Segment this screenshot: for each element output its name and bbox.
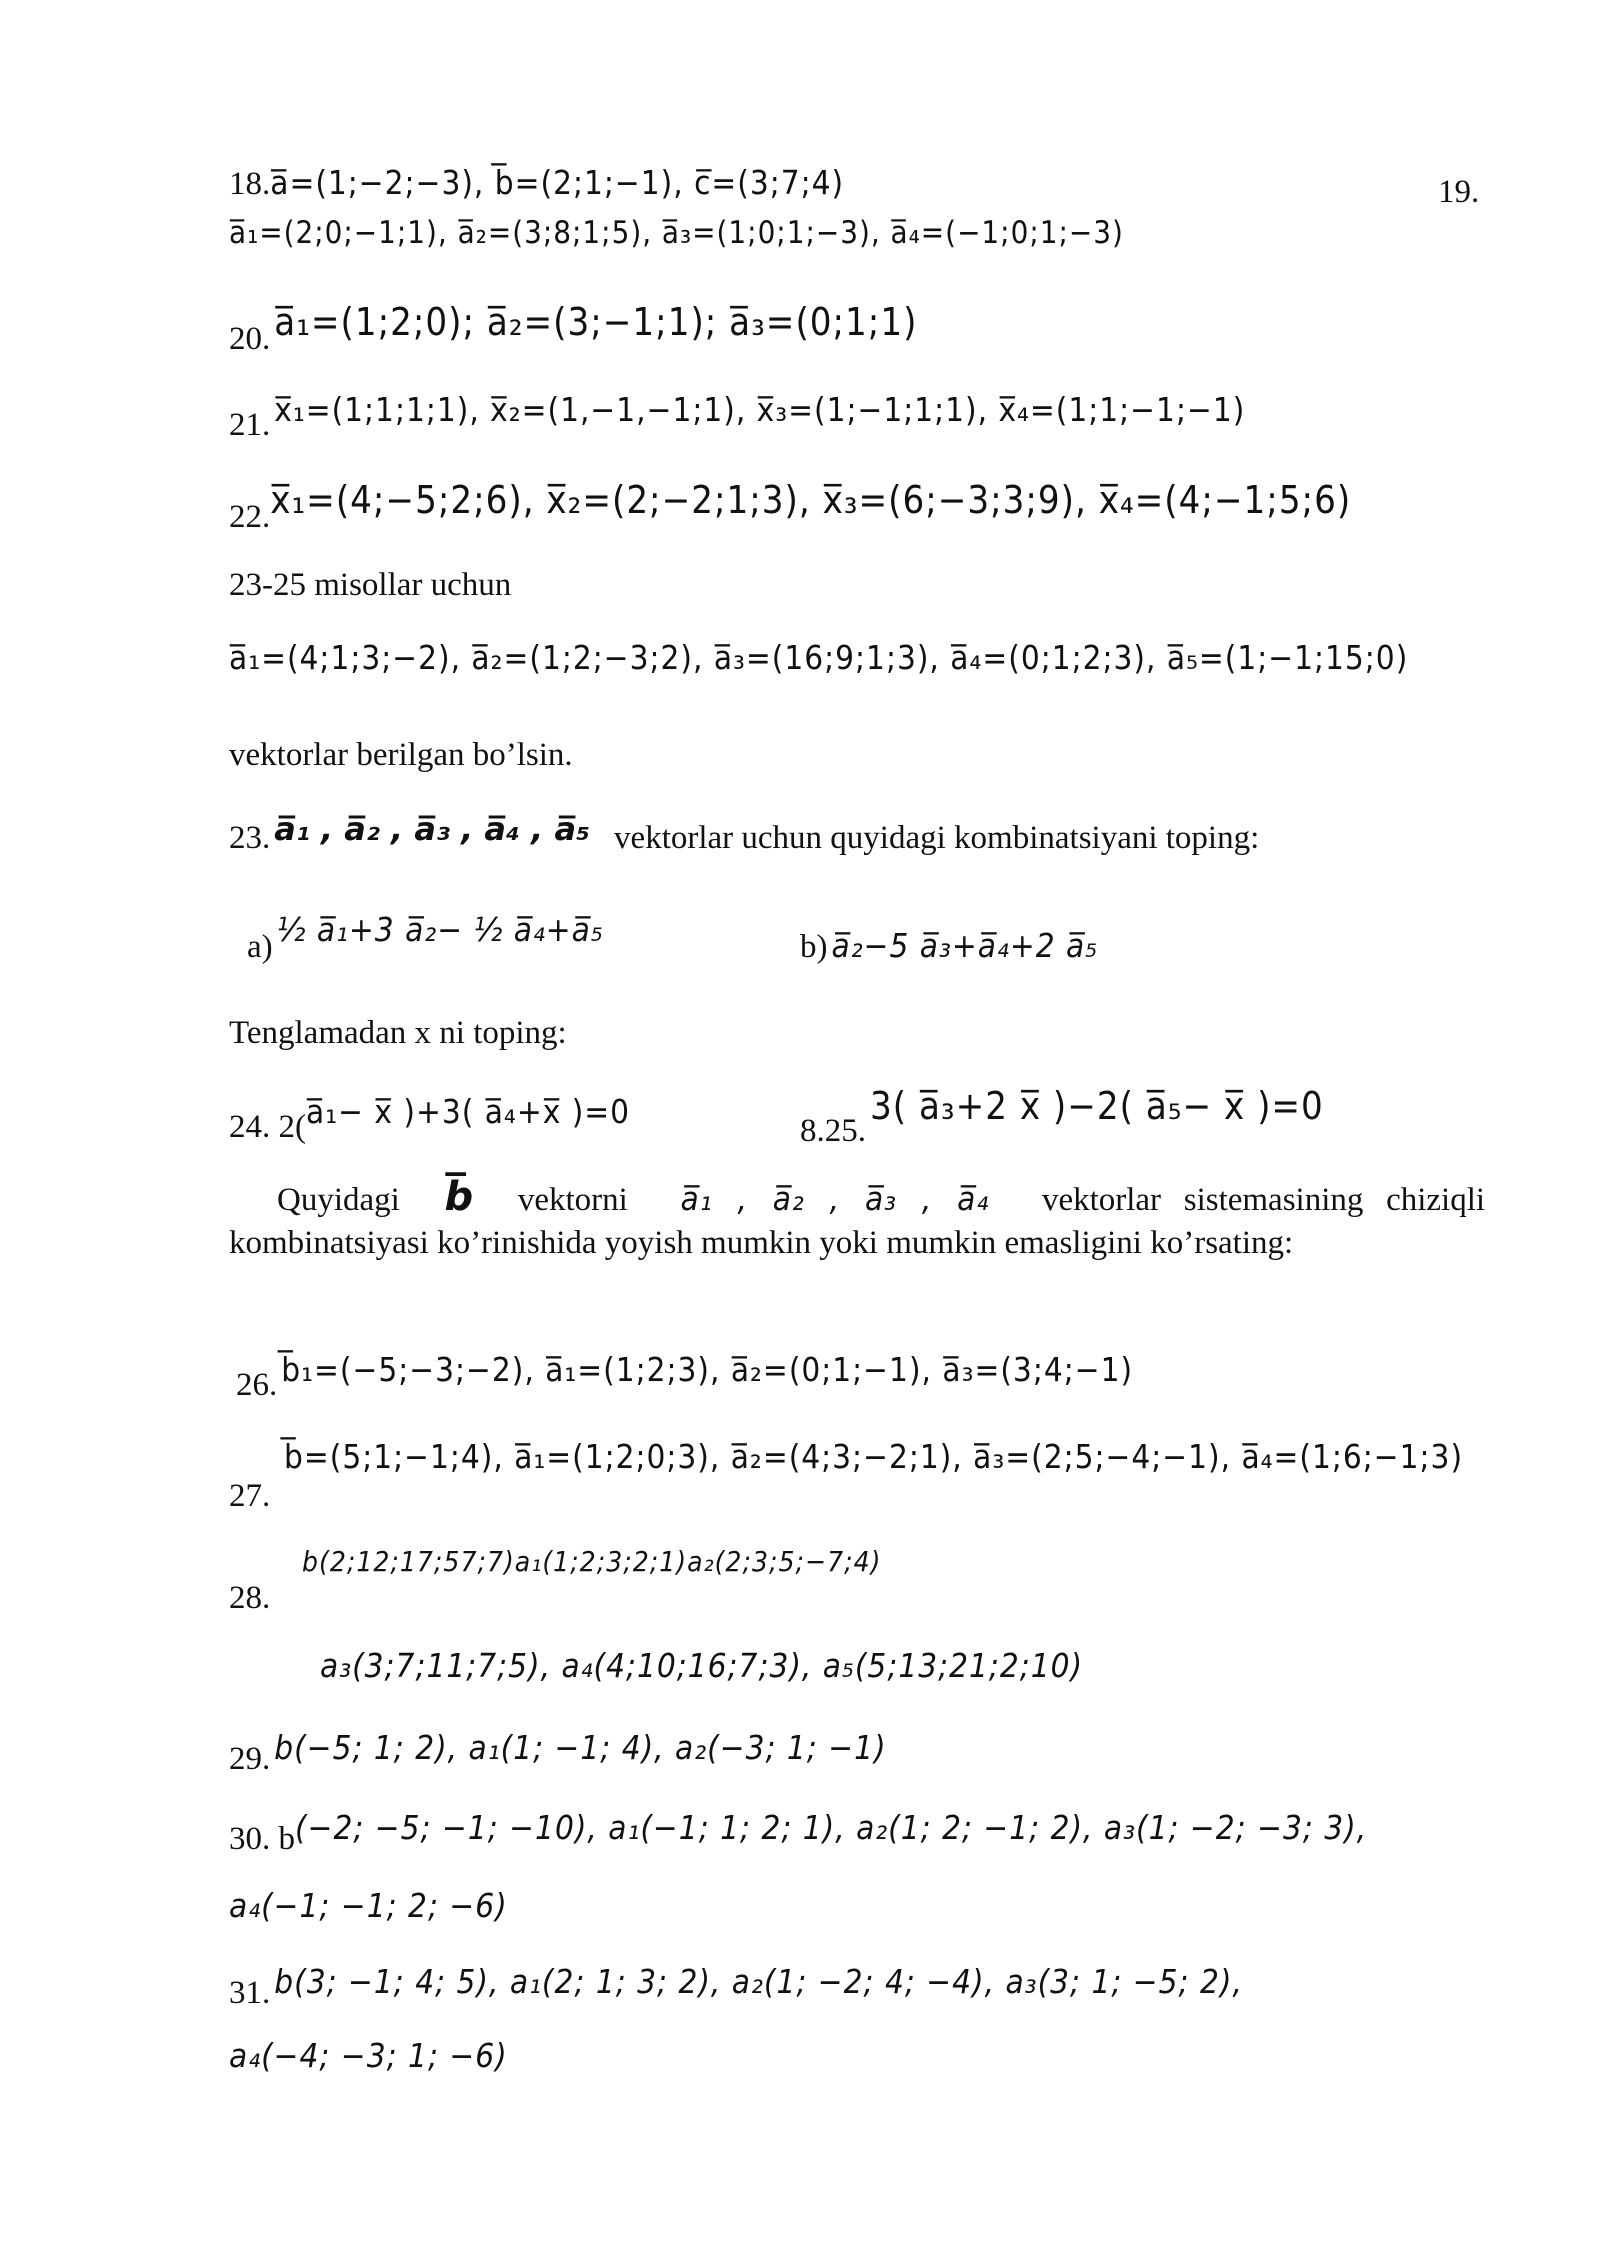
label-a: a): [247, 929, 273, 965]
problem-23: [229, 810, 1260, 856]
problem-expression-2: a₄(−4; −3; 1; −6): [229, 2036, 508, 2075]
paragraph-part2: vektorni: [517, 1182, 628, 1218]
problem-30-line2: [229, 1886, 508, 1925]
paragraph-part3: vektorlar sistemasining chiziqli kombinatsiyasi ko’rinishida yoyish mumkin yoki mumkin emasligini ko’rsating:: [229, 1182, 1486, 1261]
problem-27-number: 27.: [229, 1478, 271, 1514]
a-vectors: a̅₁ , a̅₂ , a̅₃ , a̅₄: [680, 1179, 990, 1218]
problem-number: 24. 2(: [229, 1109, 306, 1145]
problem-27-expression: [284, 1437, 1463, 1476]
problem-expression-1: b(3; −1; 4; 5), a₁(2; 1; 3; 2), a₂(1; −2; 4; −4), a₃(3; 1; −5; 2),: [274, 1962, 1243, 2001]
problem-expression: a̅=(1;−2;−3), b̅=(2;1;−1), c̅=(3;7;4): [270, 163, 845, 202]
problem-19-number: 19.: [1438, 174, 1480, 210]
expression-b: a̅₂−5 a̅₃+a̅₄+2 a̅₅: [831, 926, 1099, 965]
problem-number: 30. b: [229, 1821, 295, 1857]
problem-number: 18.: [229, 166, 271, 202]
problem-18: [229, 163, 844, 203]
problem-number: 8.25.: [800, 1113, 866, 1149]
problem-25: [800, 1084, 1324, 1149]
problem-31-line2: [229, 2036, 508, 2075]
decomposition-paragraph: [229, 1176, 1485, 1265]
problem-23b: [800, 926, 1098, 966]
problem-29: [229, 1728, 887, 1777]
problem-number: 21.: [229, 407, 271, 443]
problem-expression: a̅₁− x̅ )+3( a̅₄+x̅ )=0: [306, 1092, 631, 1131]
label-b: b): [800, 929, 828, 965]
problem-23a: [247, 910, 604, 965]
problem-expression: b̅=(5;1;−1;4), a̅₁=(1;2;0;3), a̅₂=(4;3;−2;1), a̅₃=(2;5;−4;−1), a̅₄=(1;6;−1;3): [284, 1437, 1464, 1476]
problem-expression: x̅₁=(4;−5;2;6), x̅₂=(2;−2;1;3), x̅₃=(6;−3;3;9), x̅₄=(4;−1;5;6): [270, 478, 1352, 522]
problem-26: [236, 1350, 1134, 1403]
paragraph-part1: Quyidagi: [277, 1182, 400, 1218]
equation-intro: Tenglamadan x ni toping:: [229, 1015, 567, 1051]
problem-expression-2: a₄(−1; −1; 2; −6): [229, 1886, 508, 1925]
given-text: vektorlar berilgan bo’lsin.: [229, 737, 573, 773]
expression-a: ½ a̅₁+3 a̅₂− ½ a̅₄+a̅₅: [276, 910, 604, 949]
problem-expression: a̅₁=(2;0;−1;1), a̅₂=(3;8;1;5), a̅₃=(1;0;1;−3), a̅₄=(−1;0;1;−3): [229, 215, 1124, 251]
problem-expression: x̅₁=(1;1;1;1), x̅₂=(1,−1,−1;1), x̅₃=(1;−1;1;1), x̅₄=(1;1;−1;−1): [274, 390, 1246, 429]
problem-expression-1: b(2;12;17;57;7)a₁(1;2;3;2;1)a₂(2;3;5;−7;4): [302, 1545, 882, 1578]
problem-number: 20.: [229, 321, 271, 357]
problem-expression: b̅₁=(−5;−3;−2), a̅₁=(1;2;3), a̅₂=(0;1;−1), a̅₃=(3;4;−1): [281, 1350, 1134, 1389]
vector-list: a̅₁ , a̅₂ , a̅₃ , a̅₄ , a̅₅: [274, 810, 591, 848]
problem-19: [229, 215, 1124, 251]
problem-22: [229, 478, 1352, 535]
problem-number: 22.: [229, 499, 271, 535]
intro-23-25: 23-25 misollar uchun: [229, 567, 512, 603]
vectors-expression: a̅₁=(4;1;3;−2), a̅₂=(1;2;−3;2), a̅₃=(16;9;1;3), a̅₄=(0;1;2;3), a̅₅=(1;−1;15;0): [229, 638, 1409, 677]
problem-31: [229, 1962, 1243, 2011]
problem-28-line2: [320, 1646, 1083, 1685]
problem-expression: a̅₁=(1;2;0); a̅₂=(3;−1;1); a̅₃=(0;1;1): [274, 300, 918, 344]
problem-28-number: 28.: [229, 1580, 271, 1616]
problem-number: 26.: [236, 1367, 278, 1403]
vectors-23-25: [229, 638, 1408, 677]
problem-20: [229, 300, 918, 357]
problem-number: 23.: [229, 820, 271, 856]
problem-number: 29.: [229, 1741, 271, 1777]
problem-text: vektorlar uchun quyidagi kombinatsiyani toping:: [614, 820, 1260, 856]
b-vector: b̅: [444, 1174, 474, 1220]
problem-expression: 3( a̅₃+2 x̅ )−2( a̅₅− x̅ )=0: [870, 1084, 1324, 1128]
problem-expression: b(−5; 1; 2), a₁(1; −1; 4), a₂(−3; 1; −1): [274, 1728, 887, 1767]
problem-expression-1: (−2; −5; −1; −10), a₁(−1; 1; 2; 1), a₂(1; 2; −1; 2), a₃(1; −2; −3; 3),: [295, 1808, 1368, 1847]
problem-28-expression: [302, 1545, 881, 1578]
problem-21: [229, 390, 1246, 443]
problem-expression-2: a₃(3;7;11;7;5), a₄(4;10;16;7;3), a₅(5;13;21;2;10): [320, 1646, 1084, 1685]
problem-24: [229, 1092, 631, 1145]
problem-30: [229, 1808, 1368, 1857]
problem-number: 31.: [229, 1975, 271, 2011]
